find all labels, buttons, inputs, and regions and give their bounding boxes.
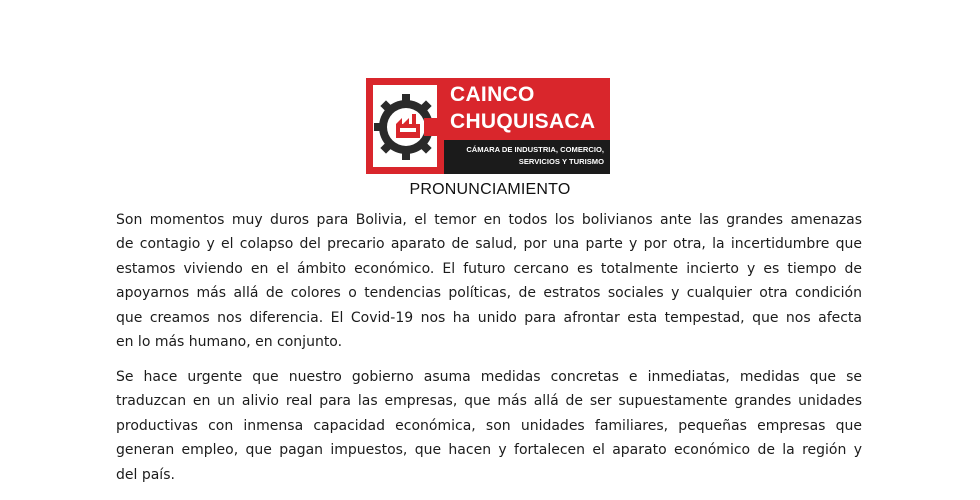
paragraph-line: de contagio y el colapso del precario aparato de salud, por una parte y por otra, la incertidumbre que — [116, 236, 862, 253]
paragraph-1 — [116, 208, 862, 354]
paragraph-line: del país. — [116, 466, 175, 483]
paragraph-line: estamos viviendo en el ámbito económico. El futuro cercano es totalmente incierto y es tiempo de — [116, 260, 862, 277]
paragraph-line: apoyarnos más allá de colores o tendencias políticas, de estratos sociales y cualquier otra condición — [116, 285, 862, 302]
paragraph-2 — [116, 365, 862, 487]
paragraph-line: generan empleo, que pagan impuestos, que hacen y fortalecen el aparato económico de la región y — [116, 442, 862, 459]
logo-subtitle-line1: CÁMARA DE INDUSTRIA, COMERCIO, — [466, 145, 604, 154]
cainco-logo — [366, 78, 610, 174]
truncated-next-line — [116, 490, 862, 500]
logo-name-line1: CAINCO — [450, 83, 535, 106]
paragraph-line: Se hace urgente que nuestro gobierno asuma medidas concretas e inmediatas, medidas que se — [116, 369, 862, 385]
logo-name-line2: CHUQUISACA — [450, 110, 596, 133]
paragraph-line: que creamos nos diferencia. El Covid-19 nos ha unido para afrontar esta tempestad, que nos afecta — [116, 309, 862, 326]
logo-subtitle-line2: SERVICIOS Y TURISMO — [518, 157, 604, 166]
gear-with-factory-icon — [366, 78, 444, 174]
paragraph-line: productivas con inmensa capacidad económica, son unidades familiares, pequeñas empresas que — [116, 417, 862, 434]
paragraph-line: Son momentos muy duros para Bolivia, el temor en todos los bolivianos ante las grandes amenazas — [116, 212, 862, 228]
document-title: PRONUNCIAMIENTO — [409, 181, 571, 198]
paragraph-line: en lo más humano, en conjunto. — [116, 334, 343, 351]
paragraph-line: traduzcan en un alivio real para las empresas, que más allá de ser supuestamente grandes unidades — [116, 393, 862, 410]
